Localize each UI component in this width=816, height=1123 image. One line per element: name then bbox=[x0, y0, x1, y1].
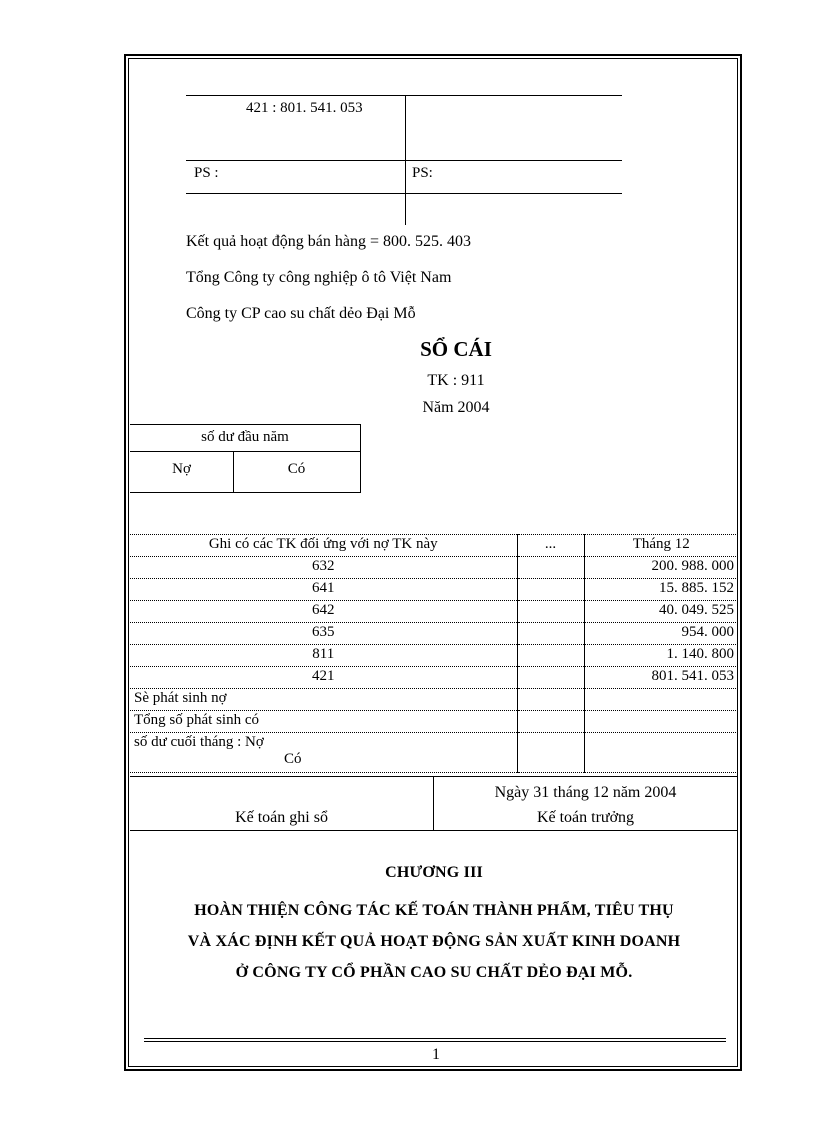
ledger-header-row bbox=[130, 535, 738, 557]
row-blank bbox=[517, 579, 584, 601]
opening-debit-label: Nợ bbox=[172, 461, 191, 477]
col-header-month: Tháng 12 bbox=[584, 535, 738, 557]
row-amount: 15. 885. 152 bbox=[584, 579, 738, 601]
table-row bbox=[130, 667, 738, 689]
ob-right-line bbox=[360, 424, 361, 493]
table-row bbox=[130, 623, 738, 645]
row-blank bbox=[584, 711, 738, 733]
footer-line-1 bbox=[144, 1038, 726, 1039]
closing-balance-label: số dư cuối tháng : Nợ bbox=[134, 734, 264, 750]
row-amount: 200. 988. 000 bbox=[584, 557, 738, 579]
row-blank bbox=[517, 645, 584, 667]
row-blank bbox=[517, 689, 584, 711]
row-blank bbox=[584, 689, 738, 711]
ob-bottom-line bbox=[130, 492, 360, 493]
ledger-year: Năm 2004 bbox=[422, 399, 490, 416]
ledger-title: SỔ CÁI bbox=[420, 337, 492, 361]
footer-line-2 bbox=[144, 1041, 726, 1042]
sig-top-line bbox=[130, 776, 738, 777]
row-account: 632 bbox=[130, 557, 517, 579]
t-account-top-line bbox=[186, 95, 622, 96]
total-debit-label: Sè phát sinh nợ bbox=[130, 689, 517, 711]
table-row bbox=[130, 557, 738, 579]
row-amount: 40. 049. 525 bbox=[584, 601, 738, 623]
row-blank bbox=[517, 667, 584, 689]
page-number: 1 bbox=[432, 1046, 440, 1063]
ps-top-line bbox=[186, 160, 622, 161]
row-account: 635 bbox=[130, 623, 517, 645]
ledger-account: TK : 911 bbox=[427, 372, 485, 389]
signature-date: Ngày 31 tháng 12 năm 2004 bbox=[494, 784, 677, 801]
chapter-title-line-1: HOÀN THIỆN CÔNG TÁC KẾ TOÁN THÀNH PHẨM, TIÊU THỤ bbox=[194, 902, 674, 919]
total-credit-label: Tổng số phát sinh có bbox=[130, 711, 517, 733]
chief-accountant-label: Kế toán trưởng bbox=[536, 809, 635, 826]
row-blank bbox=[517, 557, 584, 579]
ps-bottom-line bbox=[186, 193, 622, 194]
col-header-ellipsis: ... bbox=[517, 535, 584, 557]
ob-top-line bbox=[130, 424, 360, 425]
ledger-table bbox=[130, 534, 738, 773]
chapter-heading: CHƯƠNG III bbox=[385, 864, 483, 881]
company-name: Công ty CP cao su chất dẻo Đại Mỗ bbox=[186, 305, 416, 322]
bookkeeper-label: Kế toán ghi sổ bbox=[235, 809, 328, 826]
row-blank bbox=[517, 733, 584, 773]
col-header-accounts: Ghi có các TK đối ứng với nợ TK này bbox=[130, 535, 517, 557]
row-blank bbox=[517, 623, 584, 645]
row-blank bbox=[584, 733, 738, 773]
sales-result-line: Kết quả hoạt động bán hàng = 800. 525. 403 bbox=[186, 233, 471, 250]
table-row bbox=[130, 579, 738, 601]
table-row bbox=[130, 645, 738, 667]
opening-balance-caption: số dư đầu năm bbox=[201, 429, 289, 445]
closing-credit-label: Có bbox=[284, 751, 302, 767]
row-amount: 1. 140. 800 bbox=[584, 645, 738, 667]
row-amount: 954. 000 bbox=[584, 623, 738, 645]
closing-balance-cell bbox=[130, 733, 517, 773]
opening-credit-label: Có bbox=[287, 461, 306, 477]
ps-left-label: PS : bbox=[194, 165, 219, 181]
row-blank bbox=[517, 711, 584, 733]
total-credit-row bbox=[130, 711, 738, 733]
ps-right-label: PS: bbox=[412, 165, 433, 181]
chapter-title-line-3: Ở CÔNG TY CỔ PHẦN CAO SU CHẤT DẺO ĐẠI MỖ. bbox=[235, 964, 633, 981]
row-account: 811 bbox=[130, 645, 517, 667]
row-blank bbox=[517, 601, 584, 623]
closing-balance-row bbox=[130, 733, 738, 773]
total-debit-row bbox=[130, 689, 738, 711]
row-amount: 801. 541. 053 bbox=[584, 667, 738, 689]
t-account-balance: 421 : 801. 541. 053 bbox=[246, 100, 363, 116]
ob-mid-line bbox=[130, 451, 360, 452]
sig-bottom-line bbox=[130, 830, 738, 831]
table-row bbox=[130, 601, 738, 623]
row-account: 421 bbox=[130, 667, 517, 689]
row-account: 641 bbox=[130, 579, 517, 601]
row-account: 642 bbox=[130, 601, 517, 623]
chapter-title-line-2: VÀ XÁC ĐỊNH KẾT QUẢ HOẠT ĐỘNG SẢN XUẤT KINH DOANH bbox=[187, 933, 681, 950]
corporation-name: Tổng Công ty công nghiệp ô tô Việt Nam bbox=[186, 269, 452, 286]
